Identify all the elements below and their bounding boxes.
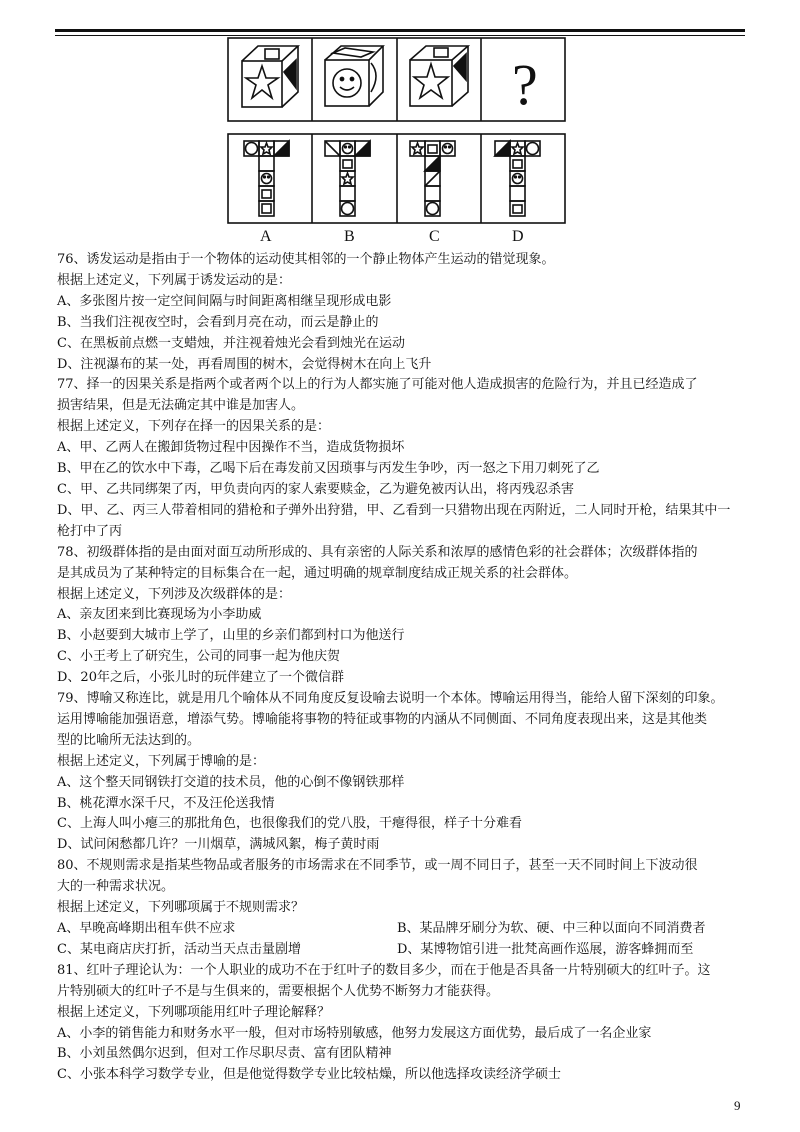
net-option-a: [244, 141, 289, 216]
page-number: 9: [734, 1098, 741, 1113]
question-81-option-a: A、小李的销售能力和财务水平一般，但对市场特别敏感，他努力发展这方面优势，最后成了一名企业家: [57, 1025, 652, 1041]
question-80-stem-line-2: 大的一种需求状况。: [57, 879, 175, 895]
question-78-stem-line-1: 78、初级群体指的是由面对面互动所形成的、具有亲密的人际关系和浓厚的感情色彩的社会群体；次级群体指的: [57, 544, 698, 560]
question-77-option-b: B、甲在乙的饮水中下毒，乙喝下后在毒发前又因琐事与丙发生争吵，丙一怒之下用刀刺死了乙: [57, 461, 600, 477]
question-76-stem: 76、诱发运动是指由于一个物体的运动使其相邻的一个静止物体产生运动的错觉现象。: [57, 252, 555, 267]
question-80-options-row-2: [57, 940, 752, 961]
question-80-option-b: B、某品牌牙刷分为软、硬、中三种以面向不同消费者: [397, 921, 706, 936]
question-76-option-b: B、当我们注视夜空时，会看到月亮在动，而云是静止的: [57, 314, 379, 330]
net-option-b: [325, 141, 370, 216]
question-79-stem-line-2: 运用博喻能加强语意，增添气势。博喻能将事物的特征或事物的内涵从不同侧面、不同角度表现出来，这是其他类: [57, 711, 708, 727]
option-letter-c: C: [429, 228, 440, 245]
question-78-option-c: C、小王考上了研究生，公司的同事一起为他庆贺: [57, 649, 340, 665]
net-option-c: [410, 141, 455, 216]
cube-1: [242, 46, 298, 107]
question-78-stem-line-2: 是其成员为了某种特定的目标集合在一起，通过明确的规章制度结成正规关系的社会群体。: [57, 565, 578, 581]
question-79-stem-line-3: 型的比喻所无法达到的。: [57, 732, 201, 748]
question-78-option-b: B、小赵要到大城市上学了，山里的乡亲们都到村口为他送行: [57, 628, 405, 644]
question-76-prompt: 根据上述定义，下列属于诱发运动的是：: [57, 272, 292, 288]
question-78-option-a: A、亲友团来到比赛现场为小李助威: [57, 607, 262, 623]
question-77-stem-line-2: 损害结果，但是无法确定其中谁是加害人。: [57, 398, 305, 414]
question-76-option-d: D、注视瀑布的某一处，再看周围的树木，会觉得树木在向上飞升: [57, 356, 432, 372]
question-80-option-a: A、早晚高峰期出租车供不应求: [57, 921, 236, 936]
question-79-stem-line-1: 79、博喻又称连比，就是用几个喻体从不同角度反复设喻去说明一个本体。博喻运用得当，能给人留下深刻的印象。: [57, 691, 724, 707]
question-mark: ?: [512, 52, 538, 117]
question-79-option-b: B、桃花潭水深千尺，不及汪伦送我情: [57, 795, 275, 811]
option-letter-d: D: [512, 228, 524, 245]
question-76-option-a: A、多张图片按一定空间间隔与时间距离相继呈现形成电影: [57, 293, 392, 309]
question-80-prompt: 根据上述定义，下列哪项属于不规则需求？: [57, 900, 305, 916]
question-79-option-a: A、这个整天同钢铁打交道的技术员，他的心倒不像钢铁那样: [57, 774, 405, 790]
question-77-stem-line-1: 77、择一的因果关系是指两个或者两个以上的行为人都实施了可能对他人造成损害的危险行为，并且已经造成了: [57, 377, 698, 393]
question-80-stem-line-1: 80、不规则需求是指某些物品或者服务的市场需求在不同季节，或一周不同日子，甚至一天不同时间上下波动很: [57, 858, 698, 874]
question-77-option-c: C、甲、乙共同绑架了丙，甲负责向丙的家人索要赎金，乙为避免被丙认出，将丙残忍杀害: [57, 481, 574, 497]
question-81-stem-line-2: 片特别硕大的红叶子不是与生俱来的，需要根据个人优势不断努力才能获得。: [57, 983, 500, 999]
question-77-option-d: D、甲、乙、丙三人带着相同的猎枪和子弹外出狩猎，甲、乙看到一只猎物出现在丙附近，二人同时开枪，结果其中一: [57, 502, 731, 518]
question-80-option-d: D、某博物馆引进一批梵高画作巡展，游客蜂拥而至: [397, 941, 694, 957]
question-81-prompt: 根据上述定义，下列哪项能用红叶子理论解释？: [57, 1004, 331, 1020]
question-79-option-d: D、试问闲愁都几许？一川烟草，满城风絮，梅子黄时雨: [57, 837, 380, 853]
question-78-prompt: 根据上述定义，下列涉及次级群体的是：: [57, 586, 292, 602]
question-81-stem-line-1: 81、红叶子理论认为：一个人职业的成功不在于红叶子的数目多少，而在于他是否具备一片特别硕大的红叶子。这: [57, 962, 711, 978]
option-letter-a: A: [260, 228, 272, 245]
cube-2: [325, 46, 383, 106]
question-79-prompt: 根据上述定义，下列属于博喻的是：: [57, 753, 266, 769]
question-77-option-d-cont: 枪打中了丙: [57, 523, 123, 539]
option-letter-b: B: [344, 228, 355, 245]
question-80-option-c: C、某电商店庆打折，活动当天点击量剧增: [57, 941, 301, 957]
net-option-d: [495, 141, 540, 216]
question-79-option-c: C、上海人叫小瘪三的那批角色，也很像我们的党八股，干瘪得很，样子十分难看: [57, 816, 522, 832]
question-76-option-c: C、在黑板前点燃一支蜡烛，并注视着烛光会看到烛光在运动: [57, 335, 405, 351]
questions-body: [57, 250, 752, 1086]
question-77-prompt: 根据上述定义，下列存在择一的因果关系的是：: [57, 419, 331, 435]
question-80-options-row-1: [57, 919, 752, 940]
cube-3: [410, 46, 468, 106]
question-78-option-d: D、20年之后，小张儿时的玩伴建立了一个微信群: [57, 670, 344, 686]
figure-puzzle: [0, 0, 800, 250]
question-81-option-c: C、小张本科学习数学专业，但是他觉得数学专业比较枯燥，所以他选择攻读经济学硕士: [57, 1067, 561, 1083]
question-77-option-a: A、甲、乙两人在搬卸货物过程中因操作不当，造成货物损坏: [57, 440, 405, 456]
question-81-option-b: B、小刘虽然偶尔迟到，但对工作尽职尽责、富有团队精神: [57, 1046, 392, 1062]
